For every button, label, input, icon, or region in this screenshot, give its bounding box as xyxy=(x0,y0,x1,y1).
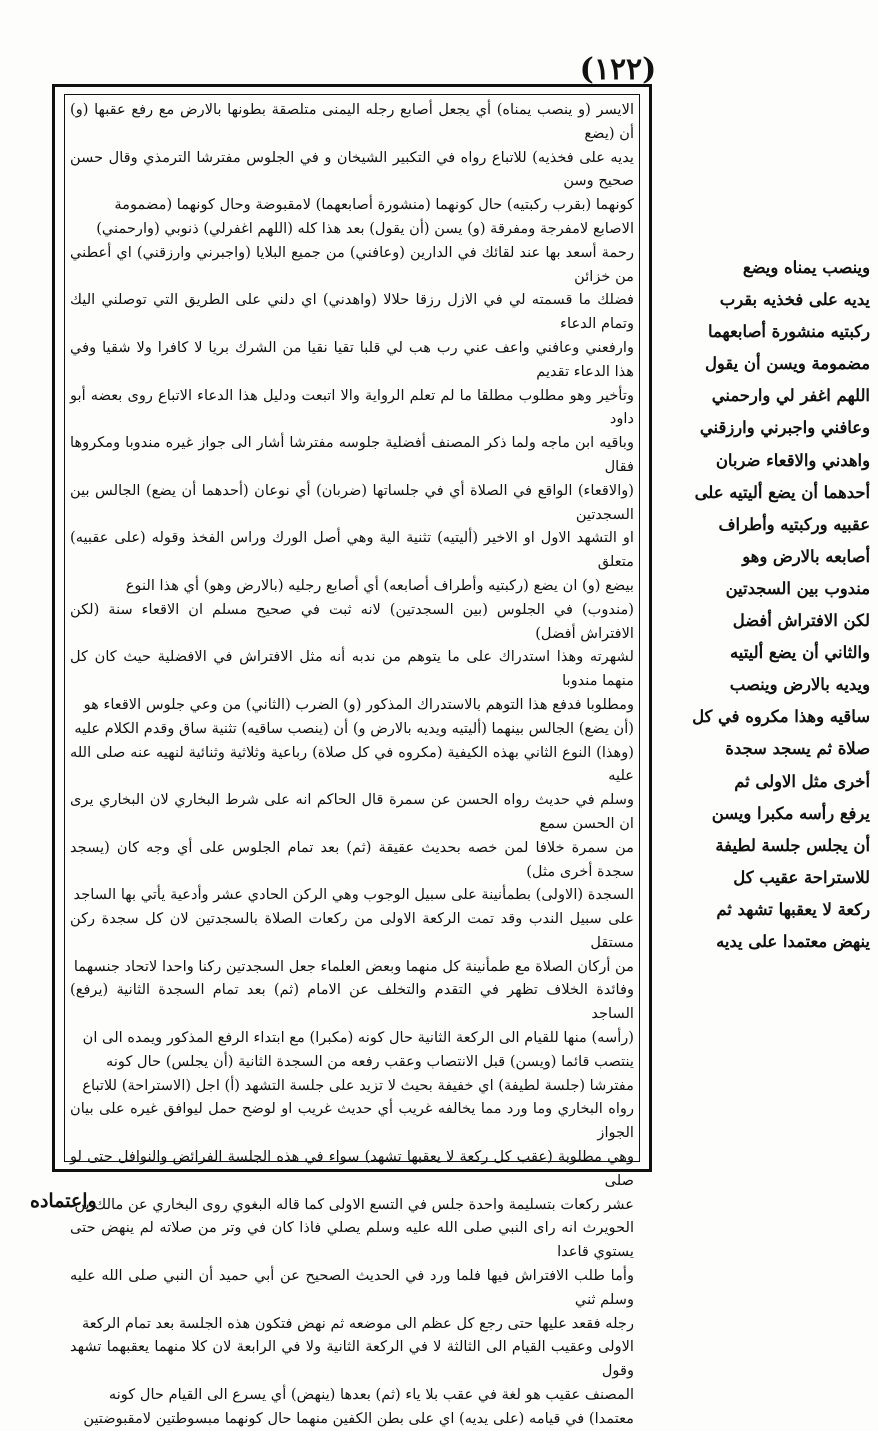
margin-line: والثاني أن يضع أليتيه xyxy=(729,643,870,663)
commentary-line: بيضع (و) ان يضع (ركبتيه وأطراف أصابعه) أي أصابع رجليه (بالارض وهو) أي هذا النوع xyxy=(125,576,634,594)
margin-line: أخرى مثل الاولى ثم xyxy=(734,771,870,791)
margin-line: ينهض معتمدا على يديه xyxy=(716,931,870,951)
commentary-line: وأما طلب الافتراش فيها فلما ورد في الحديث الصحيح عن أبي حميد أن النبي صلى الله عليه وسلم ثني xyxy=(70,1267,634,1308)
margin-line: مضمومة ويسن أن يقول xyxy=(704,354,870,374)
commentary-line: رجله فقعد عليها حتى رجع كل عظم الى موضعه ثم نهض فتكون هذه الجلسة بعد تمام الركعة xyxy=(81,1314,634,1332)
commentary-line: او التشهد الاول او الاخير (أليتيه) تثنية الية وهي أصل الورك وراس الفخذ وقوله (على عقبيه) متعلق xyxy=(70,529,634,571)
commentary-line: كونهما (بقرب ركبتيه) حال كونهما (منشورة أصابعهما) لامقبوضة وحال كونهما (مضمومة xyxy=(114,196,634,214)
commentary-line: من أركان الصلاة مع طمأنينة كل منهما وبعض العلماء جعل السجدتين ركنا واحدا لاتحاد جنسهما xyxy=(73,957,634,975)
margin-line: يرفع رأسه مكبرا ويسن xyxy=(711,803,870,823)
margin-line: صلاة ثم يسجد سجدة xyxy=(725,739,870,759)
margin-line: عقبيه وركبتيه وأطراف xyxy=(718,514,870,534)
commentary-line: عشر ركعات بتسليمة واحدة جلس في التسع الاولى كما قاله البغوي روى البخاري عن مالك بن xyxy=(74,1195,634,1213)
commentary-line: مفترشا (جلسة لطيفة) اي خفيفة بحيث لا تزيد على جلسة التشهد (أ) اجل (الاستراحة) للاتباع xyxy=(82,1076,634,1094)
commentary-line: الحويرث انه راى النبي صلى الله عليه وسلم يصلي فاذا كان في وتر من صلاته لم ينهض حتى يستوي قاعدا xyxy=(70,1219,634,1261)
commentary-line: (أن يضع) الجالس بينهما (أليتيه ويديه بالارض و) أن (ينصب ساقيه) تثنية ساق وقدم الكلام عليه xyxy=(74,719,634,737)
commentary-line: المصنف عقيب هو لغة في عقب بلا ياء (ثم) بعدها (ينهض) أي يسرع الى القيام حال كونه xyxy=(108,1386,634,1404)
margin-line: اللهم اغفر لي وارحمني xyxy=(711,386,870,406)
commentary-line: ينتصب قائما (ويسن) قبل الانتصاب وعقب رفعه من السجدة الثانية (أن يجلس) حال كونه xyxy=(106,1052,634,1070)
commentary-line: الاولى وعقيب القيام الى الثالثة لا في الركعة الثانية ولا في الرابعة لان كلا منهما يعقبهما تشهد وقول xyxy=(70,1338,634,1380)
margin-line: للاستراحة عقيب كل xyxy=(733,867,870,887)
commentary-line: الايسر (و ينصب يمناه) أي يجعل أصابع رجله اليمنى متلصقة بطونها بالارض مع رفع عقبها (و) أن (يضع xyxy=(70,101,634,142)
margin-line: مندوب بين السجدتين xyxy=(725,578,870,598)
commentary-line: رواه البخاري وما ورد مما يخالفه غريب أي حديث غريب او لوضح حمل ليوافق غيره على بيان الجواز xyxy=(70,1100,634,1142)
margin-line: وينصب يمناه ويضع xyxy=(742,258,870,277)
commentary-line: السجدة (الاولى) بطمأنينة على سبيل الوجوب وهي الركن الحادي عشر وأدعية يأتي بها الساجد xyxy=(73,886,634,904)
catchword: واعتماده xyxy=(30,1190,97,1212)
margin-line: ويديه بالارض وينصب xyxy=(729,675,870,695)
margin-line: ركبتيه منشورة أصابعهما xyxy=(707,322,870,342)
commentary-line: (وهذا) النوع الثاني بهذه الكيفية (مكروه في كل صلاة) رباعية وثلاثية وثنائية لنهيه عنه صلى الله عليه xyxy=(70,743,634,785)
commentary-line: رحمة أسعد بها عند لقائك في الدارين (وعافني) من جميع البلايا (واجبرني وارزقني) اي أعطني من خزائن xyxy=(70,243,634,285)
commentary-line: الاصابع لامفرجة ومفرقة (و) يسن (أن يقول) بعد هذا كله (اللهم اغفرلي) ذنوبي (وارحمني) xyxy=(96,219,634,237)
commentary-line: معتمدا) في قيامه (على يديه) اي على بطن الكفين منهما حال كونهما مبسوطتين لامقبوضتين xyxy=(83,1409,634,1427)
commentary-line: على سبيل الندب وقد تمت الركعة الاولى من ركعات الصلاة بالسجدتين لان كل سجدة ركن مستقل xyxy=(70,910,634,951)
margin-line: وعافني واجبرني وارزقني xyxy=(699,418,870,438)
commentary-line: لشهرته وهذا استدراك على ما يتوهم من ندبه أنه مثل الافتراش في الافضلية حيث كان كل منهما مندوبا xyxy=(70,648,634,690)
commentary-line: فضلك ما قسمته لي في الازل رزقا حلالا (واهدني) اي دلني على الطريق التي توصلني اليك وتمام الدعاء xyxy=(70,291,634,333)
page-number: (١٢٢) xyxy=(579,52,657,87)
commentary-line: وسلم في حديث رواه الحسن عن سمرة قال الحاكم انه على شرط البخاري لان البخاري يرى ان الحسن سمع xyxy=(70,791,634,832)
margin-line: ساقيه وهذا مكروه في كل xyxy=(692,707,870,727)
margin-line: واهدني والاقعاء ضربان xyxy=(715,450,870,470)
margin-line: ركعة لا يعقبها تشهد ثم xyxy=(716,899,870,919)
commentary-line: وباقيه ابن ماجه ولما ذكر المصنف أفضلية جلوسه مفترشا أشار الى جواز غيره مندوبا ومكروها فقال xyxy=(70,434,634,475)
commentary-line: (مندوب) في الجلوس (بين السجدتين) لانه ثبت في صحيح مسلم ان الاقعاء سنة (لكن الافتراش أفضل) xyxy=(70,600,634,642)
matn-margin-text xyxy=(662,252,870,951)
commentary-line: وفائدة الخلاف تظهر في التقدم والتخلف عن الامام (ثم) بعد تمام السجدة الثانية (يرفع) الساجد xyxy=(70,981,634,1023)
commentary-line: (رأسه) منها للقيام الى الركعة الثانية حال كونه (مكبرا) مع ابتداء الرفع المذكور ويمده الى ان xyxy=(82,1029,634,1047)
margin-line: لكن الافتراش أفضل xyxy=(732,611,870,631)
commentary-line: وتأخير وهو مطلوب مطلقا ما لم تعلم الرواية والا اتبعت ودليل هذا الدعاء الاتباع روى بعضه أبو داود xyxy=(70,386,634,428)
commentary-line: (والاقعاء) الواقع في الصلاة أي في جلساتها (ضربان) أي نوعان (أحدهما أن يضع) الجالس بين السجدتين xyxy=(70,481,634,523)
commentary-text xyxy=(70,98,634,1427)
margin-line: أصابعه بالارض وهو xyxy=(742,546,870,566)
margin-line: أن يجلس جلسة لطيفة xyxy=(715,835,870,855)
margin-line: يديه على فخذيه بقرب xyxy=(719,290,870,310)
commentary-line: وارفعني وعافني واعف عني رب هب لي قلبا تقيا نقيا من الشرك بريا لا كافرا ولا شقيا وفي هذا الدعاء تقديم xyxy=(70,338,634,380)
commentary-line: وهي مطلوبة (عقب كل ركعة لا يعقبها تشهد) سواء في هذه الجلسة الفرائض والنوافل حتى لو صلى xyxy=(70,1148,634,1189)
commentary-line: من سمرة خلافا لمن خصه بحديث عقيقة (ثم) بعد تمام الجلوس على أي وجه كان (يسجد سجدة أخرى مثل) xyxy=(70,838,634,880)
commentary-line: ومطلوبا فدفع هذا التوهم بالاستدراك المذكور (و) الضرب (الثاني) من وعي جلوس الاقعاء هو xyxy=(83,695,634,713)
margin-line: أحدهما أن يضع أليتيه على xyxy=(694,482,870,502)
commentary-line: يديه على فخذيه) للاتباع رواه في التكبير الشيخان و في الجلوس مفترشا الترمذي وقال حسن صحيح وسن xyxy=(70,148,634,190)
